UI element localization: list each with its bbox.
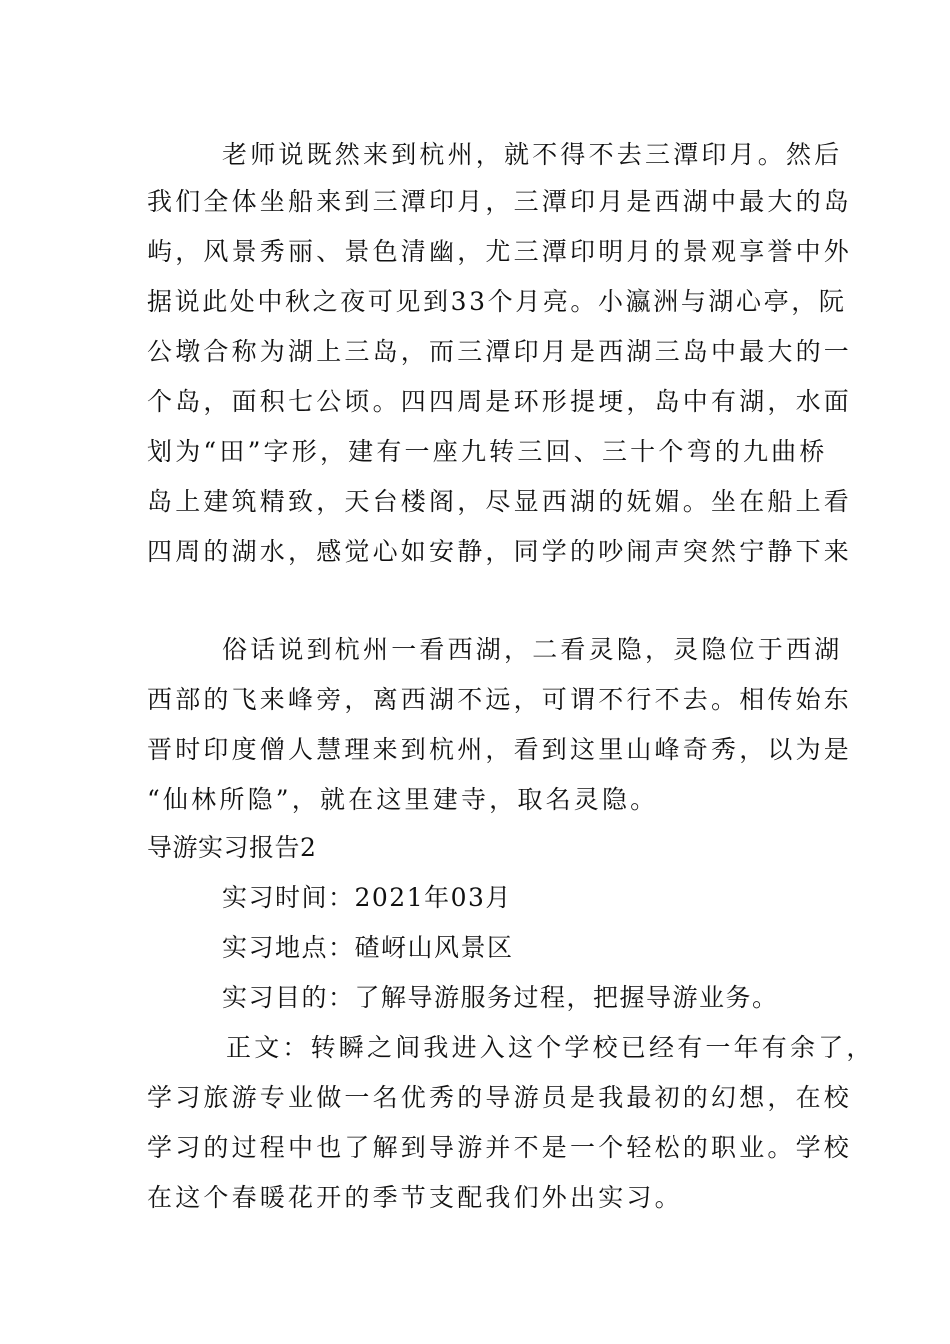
paragraph-3-line-3: 学习的过程中也了解到导游并不是一个轻松的职业。学校 xyxy=(147,1133,853,1162)
paragraph-2-line-1: 俗话说到杭州一看西湖，二看灵隐，灵隐位于西湖 xyxy=(222,635,843,664)
paragraph-1-line-9: 四周的湖水，感觉心如安静，同学的吵闹声突然宁静下来 xyxy=(147,537,853,566)
paragraph-3-line-4: 在这个春暖花开的季节支配我们外出实习。 xyxy=(147,1183,683,1212)
paragraph-1-line-7: 划为“田”字形，建有一座九转三回、三十个弯的九曲桥 xyxy=(147,437,828,466)
section-title: 导游实习报告2 xyxy=(147,833,317,862)
paragraph-2-line-4: “仙林所隐”，就在这里建寺，取名灵隐。 xyxy=(147,785,659,814)
paragraph-1-line-5: 公墩合称为湖上三岛，而三潭印月是西湖三岛中最大的一 xyxy=(147,337,853,366)
paragraph-1-line-2: 我们全体坐船来到三潭印月，三潭印月是西湖中最大的岛 xyxy=(147,187,853,216)
paragraph-1-line-1: 老师说既然来到杭州，就不得不去三潭印月。然后 xyxy=(222,140,843,169)
paragraph-1-line-4: 据说此处中秋之夜可见到33个月亮。小瀛洲与湖心亭，阮 xyxy=(147,287,847,316)
info-time: 实习时间：2021年03月 xyxy=(222,883,512,912)
paragraph-1-line-6: 个岛，面积七公顷。四四周是环形提埂，岛中有湖，水面 xyxy=(147,387,853,416)
paragraph-1-line-3: 屿，风景秀丽、景色清幽，尤三潭印明月的景观享誉中外 xyxy=(147,237,853,266)
info-place: 实习地点：碴岈山风景区 xyxy=(222,933,514,962)
info-purpose: 实习目的：了解导游服务过程，把握导游业务。 xyxy=(222,983,779,1012)
paragraph-1-line-8: 岛上建筑精致，天台楼阁，尽显西湖的妩媚。坐在船上看 xyxy=(147,487,853,516)
paragraph-2-line-2: 西部的飞来峰旁，离西湖不远，可谓不行不去。相传始东 xyxy=(147,685,853,714)
paragraph-2-line-3: 晋时印度僧人慧理来到杭州，看到这里山峰奇秀，以为是 xyxy=(147,735,853,764)
paragraph-3-line-2: 学习旅游专业做一名优秀的导游员是我最初的幻想，在校 xyxy=(147,1083,853,1112)
paragraph-3-line-1: 正文：转瞬之间我进入这个学校已经有一年有余了， xyxy=(226,1033,875,1062)
